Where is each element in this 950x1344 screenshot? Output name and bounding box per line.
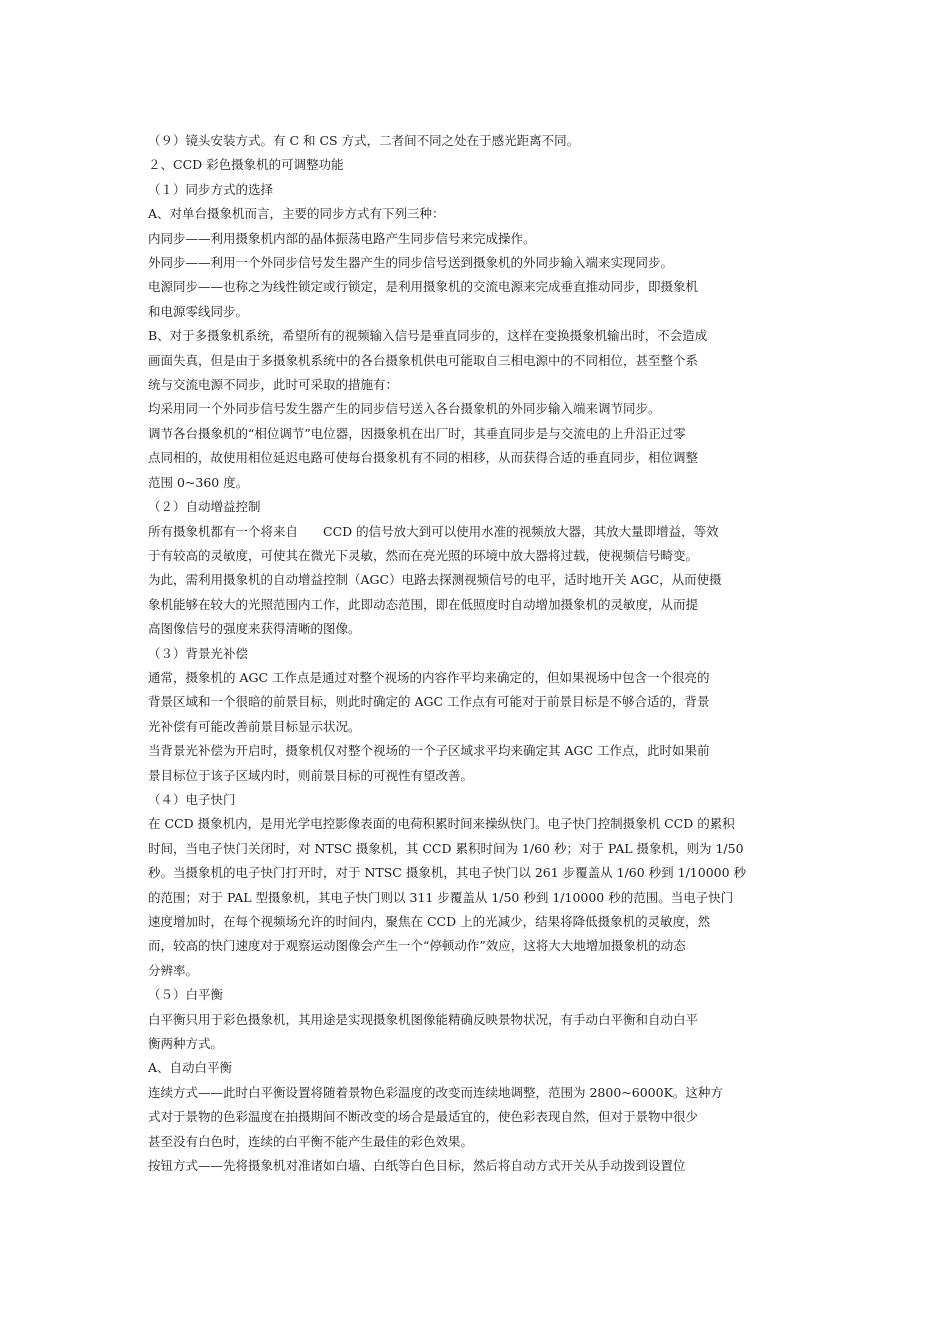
document-body <box>148 129 798 1178</box>
subsection-heading: （５）白平衡 <box>148 987 224 1003</box>
text-line: 衡两种方式。 <box>148 1036 224 1052</box>
text-line: 当背景光补偿为开启时，摄象机仅对整个视场的一个子区域求平均来确定其 AGC 工作点，此时如果前 <box>148 743 710 759</box>
text-line: A、对单台摄象机而言，主要的同步方式有下列三种： <box>148 206 445 222</box>
text-line: 为此，需利用摄象机的自动增益控制（AGC）电路去探测视频信号的电平，适时地开关 AGC，从而使摄 <box>148 572 722 588</box>
text-line: 背景区域和一个很暗的前景目标，则此时确定的 AGC 工作点有可能对于前景目标是不够合适的，背景 <box>148 694 710 710</box>
text-line: 电源同步——也称之为线性锁定或行锁定，是利用摄象机的交流电源来完成垂直推动同步，即摄象机 <box>148 279 699 295</box>
text-line: 速度增加时，在每个视频场允许的时间内，聚焦在 CCD 上的光减少，结果将降低摄象机的灵敏度，然 <box>148 914 711 929</box>
text-line: 甚至没有白色时，连续的白平衡不能产生最佳的彩色效果。 <box>148 1133 474 1149</box>
text-line: 调节各台摄象机的“相位调节”电位器，因摄象机在出厂时，其垂直同步是与交流电的上升沿正过零 <box>148 425 686 441</box>
text-line: 通常，摄象机的 AGC 工作点是通过对整个视场的内容作平均来确定的，但如果视场中包含一个很亮的 <box>148 669 710 685</box>
text-line: 景目标位于该子区域内时，则前景目标的可视性有望改善。 <box>148 767 474 783</box>
text-line: 秒。当摄象机的电子快门打开时，对于 NTSC 摄象机，其电子快门以 261 步覆盖从 1/60 秒到 1/10000 秒 <box>148 865 747 881</box>
text-line: 和电源零线同步。 <box>148 303 249 319</box>
subsection-heading: （１）同步方式的选择 <box>148 181 274 197</box>
text-line: 在 CCD 摄象机内，是用光学电控影像表面的电荷积累时间来操纵快门。电子快门控制摄象机 CCD 的累积 <box>148 816 735 832</box>
text-line: 高图像信号的强度来获得清晰的图像。 <box>148 621 361 637</box>
text-line: A、自动白平衡 <box>148 1060 233 1076</box>
text-line: 于有较高的灵敏度，可使其在微光下灵敏，然而在亮光照的环境中放大器将过载，使视频信号畸变。 <box>148 547 699 563</box>
text-line: 均采用同一个外同步信号发生器产生的同步信号送入各台摄象机的外同步输入端来调节同步。 <box>148 401 661 417</box>
text-line: 的范围；对于 PAL 型摄象机，其电子快门则以 311 步覆盖从 1/50 秒到 1/10000 秒的范围。当电子快门 <box>148 889 734 905</box>
subsection-heading: （２）自动增益控制 <box>148 499 261 515</box>
text-line: 点同相的，故使用相位延迟电路可使每台摄象机有不同的相移，从而获得合适的垂直同步，相位调整 <box>148 450 699 466</box>
text-line: 白平衡只用于彩色摄象机，其用途是实现摄象机图像能精确反映景物状况，有手动白平衡和自动白平 <box>148 1011 699 1027</box>
text-line: 分辨率。 <box>148 962 199 978</box>
text-line: B、对于多摄象机系统，希望所有的视频输入信号是垂直同步的，这样在变换摄象机输出时，不会造成 <box>148 328 708 344</box>
section-heading: ２、CCD 彩色摄象机的可调整功能 <box>148 157 344 173</box>
subsection-heading: （４）电子快门 <box>148 791 236 807</box>
text-line: 内同步——利用摄象机内部的晶体振荡电路产生同步信号来完成操作。 <box>148 230 536 246</box>
text-line: 光补偿有可能改善前景目标显示状况。 <box>148 718 361 734</box>
text-line: 连续方式——此时白平衡设置将随着景物色彩温度的改变而连续地调整，范围为 2800~6000K。这种方 <box>148 1084 723 1100</box>
text-line: 而，较高的快门速度对于观察运动图像会产生一个“停顿动作”效应，这将大大地增加摄象机的动态 <box>148 938 686 954</box>
text-line: 所有摄象机都有一个将来自 CCD 的信号放大到可以使用水准的视频放大器，其放大量即增益，等效 <box>148 523 719 539</box>
text-line: （９）镜头安装方式。有 C 和 CS 方式，二者间不同之处在于感光距离不同。 <box>148 133 580 148</box>
subsection-heading: （３）背景光补偿 <box>148 645 249 661</box>
text-line: 范围 0~360 度。 <box>148 474 249 490</box>
text-line: 时间，当电子快门关闭时，对 NTSC 摄象机，其 CCD 累积时间为 1/60 秒；对于 PAL 摄象机，则为 1/50 <box>148 840 744 856</box>
text-line: 画面失真，但是由于多摄象机系统中的各台摄象机供电可能取自三相电源中的不同相位，甚至整个系 <box>148 352 699 368</box>
text-line: 按钮方式——先将摄象机对准诸如白墙、白纸等白色目标，然后将自动方式开关从手动拨到设置位 <box>148 1158 686 1174</box>
text-line: 外同步——利用一个外同步信号发生器产生的同步信号送到摄象机的外同步输入端来实现同步。 <box>148 255 674 271</box>
text-line: 式对于景物的色彩温度在拍摄期间不断改变的场合是最适宜的，使色彩表现自然，但对于景物中很少 <box>148 1109 699 1125</box>
text-line: 象机能够在较大的光照范围内工作，此即动态范围，即在低照度时自动增加摄象机的灵敏度，从而提 <box>148 596 699 612</box>
text-line: 统与交流电源不同步，此时可采取的措施有： <box>148 377 399 393</box>
